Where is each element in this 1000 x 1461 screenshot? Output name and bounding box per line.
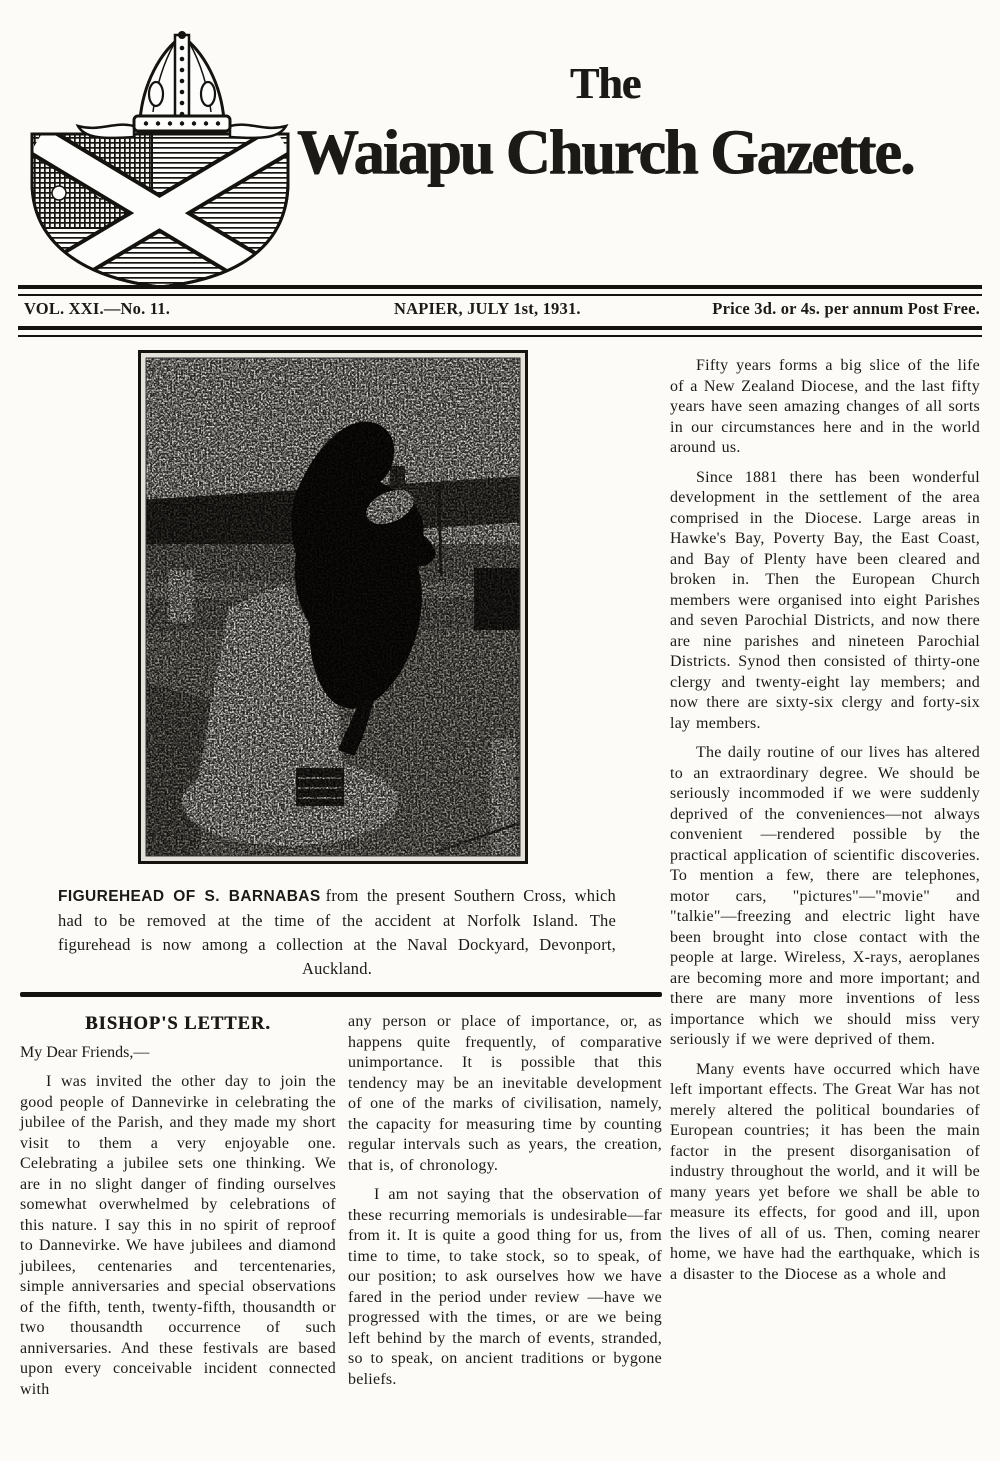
bishops-letter-article	[20, 1012, 662, 1400]
paragraph: Many events have occurred which have left important effects. The Great War has not merely altered the political boundaries of European countries; it has been the main factor in the present disorganisation of industry throughout the world, and it will be many years yet before we shall be able to measure its effects, for good and ill, upon the lives of all of us. Then, coming nearer home, we have had the earthquake, which is a disaster to the Diocese as a whole and	[670, 1060, 980, 1283]
paragraph: any person or place of importance, or, as happens quite frequently, of comparative unimportance. It is possible that this tendency may be an inevitable development of one of the marks of civilisation, namely, the capacity for measuring time by counting regular intervals such as years, the creation, that is, of chronology.	[348, 1013, 662, 1174]
letter-column-2	[348, 1012, 662, 1400]
letter-column-1	[20, 1012, 336, 1400]
info-bar	[24, 299, 980, 319]
paragraph: Since 1881 there has been wonderful development in the settlement of the area comprised in the Diocese. Large areas in Hawke's Bay, Poverty Bay, the East Coast, and Bay of Plenty have been cleared and broken in. Then the European Church members were organised into eight Parishes and seven Parochial Districts, and now there are nine parishes and nineteen Parochial Districts. Synod then consisted of thirty-one clergy and twenty-eight lay members; and now there are sixty-six clergy and forty-six lay members.	[670, 468, 980, 732]
page-title: Waiapu Church Gazette.	[296, 116, 914, 187]
masthead-tagline: The	[569, 59, 641, 108]
right-column-paragraphs	[670, 356, 980, 1285]
header-rule-top	[18, 285, 982, 296]
content-area	[20, 350, 980, 1400]
letter-col1-paragraphs	[20, 1072, 336, 1400]
paragraph: I was invited the other day to join the good people of Dannevirke in celebrating the jubilee of the Parish, and they made my short visit to them a very enjoyable one. Celebrating a jubilee sets one thinking. We are in no slight danger of finding ourselves somewhat overwhelmed by celebrations of this nature. I say this in no spirit of reproof to Dannevirke. We have jubilees and diamond jubilees, centenaries and tercentenaries, simple anniversaries and special observations of the fifth, tenth, twenty-fifth, thousandth or two thousandth occurrence of such anniversaries. And these festivals are based upon every conceivable incident connected with	[20, 1073, 336, 1398]
salutation: My Dear Friends,—	[20, 1044, 150, 1061]
letter-col2-paragraphs	[348, 1012, 662, 1390]
price-note: Price 3d. or 4s. per annum Post Free.	[712, 299, 980, 318]
paragraph: I am not saying that the observation of these recurring memorials is undesirable—far from it. It is quite a good thing for us, from time to time, to take stock, so to speak, of our position; to ask ourselves how we have fared in the period under review —have we progressed with the times, or are we being left behind by the march of events, stranded, so to speak, on ancient traditions or bygone beliefs.	[348, 1186, 662, 1388]
caption-text: from the present Southern Cross, which had to be removed at the time of the accident at Norfolk Island. The figurehead is now among a collection at the Naval Dockyard, Devonport, Auckland.	[58, 886, 616, 978]
masthead	[228, 59, 982, 187]
photo-caption	[58, 884, 616, 981]
section-divider-rule	[20, 992, 662, 997]
figurehead-photo	[138, 350, 528, 869]
header-rule-bottom	[18, 326, 982, 337]
paragraph: The daily routine of our lives has altered to an extraordinary degree. We should be seriously incommoded if we were suddenly deprived of the conveniences—not always convenient —rendered possible by the practical application of scientific discoveries. To mention a few, there are telephones, motor cars, "pictures"—"movie" and "talkie"—freezing and electric light have been brought into close contact with the people at large. Wireless, X-rays, aeroplanes are becoming more and more important; and there are many more inventions of less importance which we should miss very seriously if we were deprived of them.	[670, 744, 980, 1048]
dateline: NAPIER, JULY 1st, 1931.	[394, 299, 581, 318]
right-column-article	[662, 350, 980, 1400]
volume-number: VOL. XXI.—No. 11.	[24, 299, 171, 318]
paragraph: Fifty years forms a big slice of the life of a New Zealand Diocese, and the last fifty years have seen amazing changes of all sorts in our circumstances here and in the world around us.	[670, 357, 980, 456]
caption-lead: FIGUREHEAD OF S. BARNABAS	[58, 888, 321, 905]
article-heading: BISHOP'S LETTER.	[85, 1014, 271, 1034]
left-region	[20, 350, 662, 1400]
figurehead-photo-image	[138, 350, 528, 864]
